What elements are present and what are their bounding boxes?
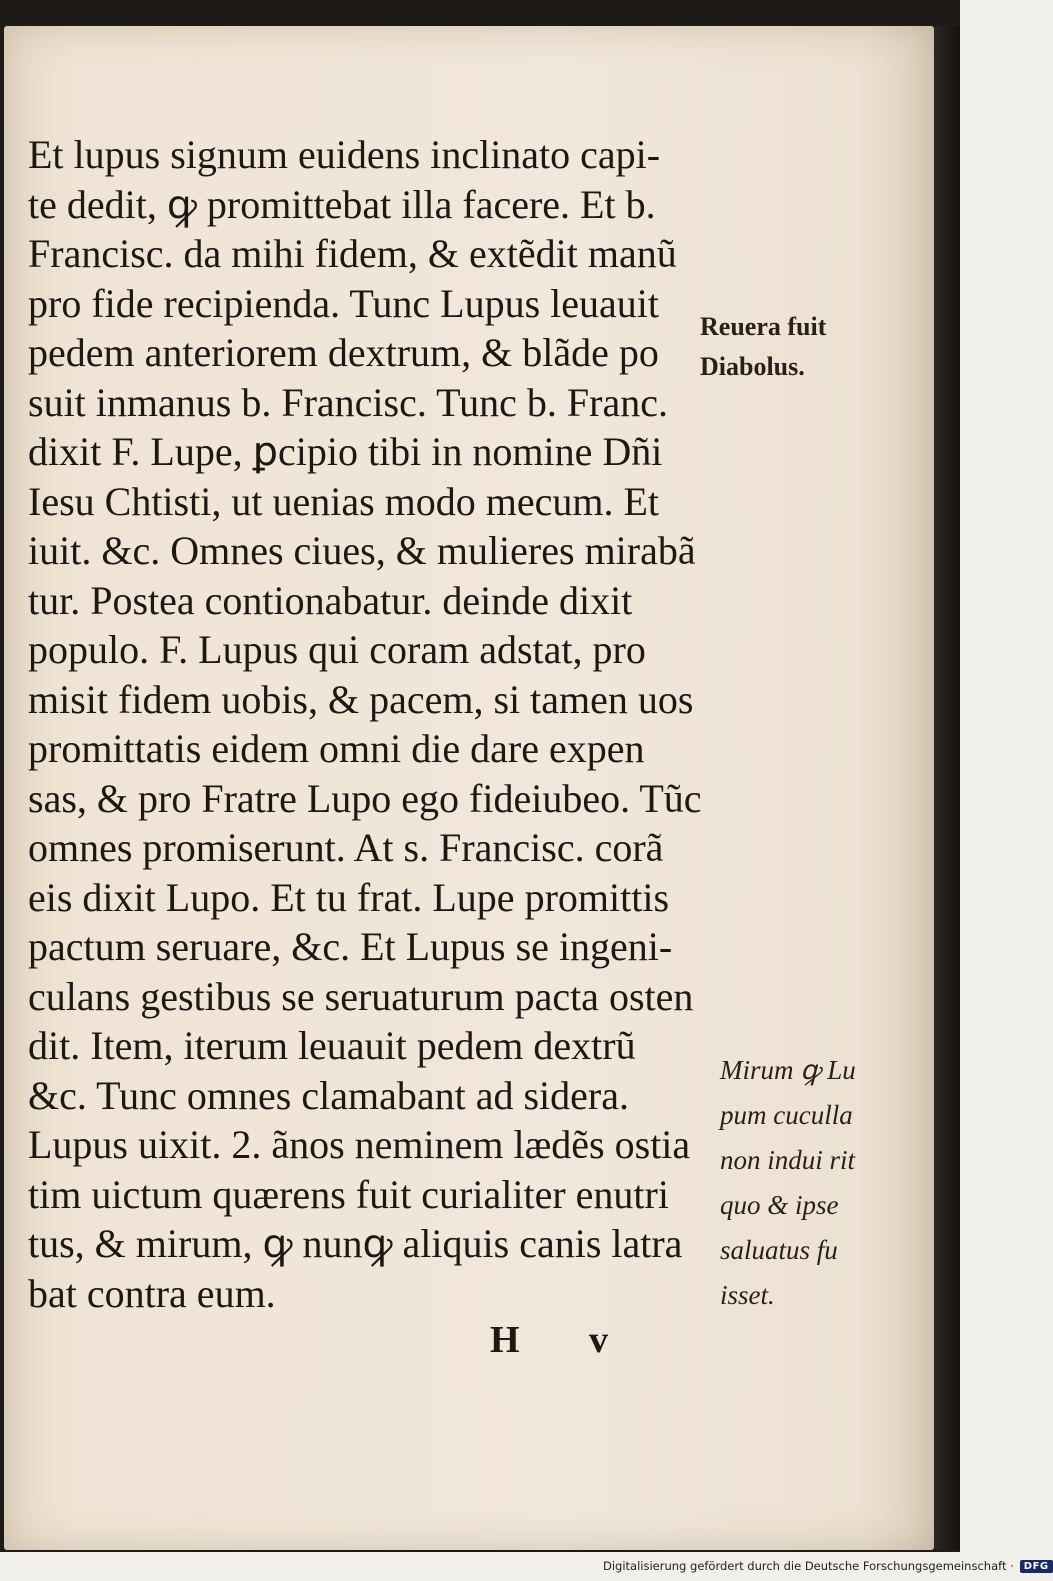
text-line: misit fidem uobis, & pacem, si tamen uos [28, 676, 694, 722]
margin-note-line: Mirum ꝙ Lu [720, 1055, 856, 1085]
text-line: Iesu Chtisti, ut uenias modo mecum. Et [28, 478, 660, 524]
funding-footer [603, 1556, 1053, 1576]
body-text [28, 130, 702, 1318]
text-line: Et lupus signum euidens inclinato capi- [28, 132, 661, 177]
text-line: eis dixit Lupo. Et tu frat. Lupe promittis [28, 874, 670, 920]
margin-note-wonder [720, 1048, 856, 1318]
text-line: tus, & mirum, ꝙ nunꝙ aliquis canis latra [28, 1221, 683, 1266]
text-line: culans gestibus se seruaturum pacta osten [28, 973, 694, 1019]
text-line: suit inmanus b. Francisc. Tunc b. Franc. [28, 379, 668, 425]
text-line: sas, & pro Fratre Lupo ego fideiubeo. Tũc [28, 775, 702, 821]
text-line: dixit F. Lupe, ꝑcipio tibi in nomine Dñi [28, 429, 663, 474]
text-line: bat contra eum. [28, 1270, 276, 1316]
signature-mark: H v [490, 1319, 639, 1361]
page-edge [934, 26, 960, 1550]
text-line: iuit. &c. Omnes ciues, & mulieres mirabã [28, 528, 696, 573]
text-line: omnes promiserunt. At s. Francisc. corã [28, 825, 664, 870]
text-line: Francisc. da mihi fidem, & extẽdit manũ [28, 231, 677, 276]
text-line: dit. Item, iterum leuauit pedem dextrũ [28, 1023, 636, 1068]
text-line: promittatis eidem omni die dare expen [28, 726, 645, 771]
margin-note-line: non indui rit [720, 1145, 856, 1175]
margin-note-line: Diabolus. [700, 352, 805, 381]
text-line: pedem anteriorem dextrum, & blãde po [28, 330, 659, 375]
margin-note-line: saluatus fu [720, 1235, 838, 1265]
text-line: tim uictum quærens fuit curialiter enutri [28, 1171, 669, 1217]
footer-text: Digitalisierung gefördert durch die Deutsche Forschungsgemeinschaft · [603, 1559, 1014, 1573]
text-line: &c. Tunc omnes clamabant ad sidera. [28, 1072, 629, 1118]
margin-note-line: quo & ipse [720, 1190, 839, 1220]
margin-note-line: isset. [720, 1280, 775, 1310]
text-line: pactum seruare, &c. Et Lupus se ingeni- [28, 924, 673, 969]
margin-note-line: Reuera fuit [700, 312, 827, 341]
text-line: populo. F. Lupus qui coram adstat, pro [28, 627, 646, 672]
margin-note-devil [700, 307, 826, 387]
text-line: te dedit, ꝙ promittebat illa facere. Et b. [28, 181, 656, 227]
dfg-logo: DFG [1020, 1560, 1053, 1573]
text-line: Lupus uixit. 2. ãnos neminem lædẽs ostia [28, 1122, 691, 1167]
text-line: tur. Postea contionabatur. deinde dixit [28, 577, 633, 623]
text-line: pro fide recipienda. Tunc Lupus leuauit [28, 280, 659, 326]
margin-note-line: pum cuculla [720, 1100, 853, 1130]
